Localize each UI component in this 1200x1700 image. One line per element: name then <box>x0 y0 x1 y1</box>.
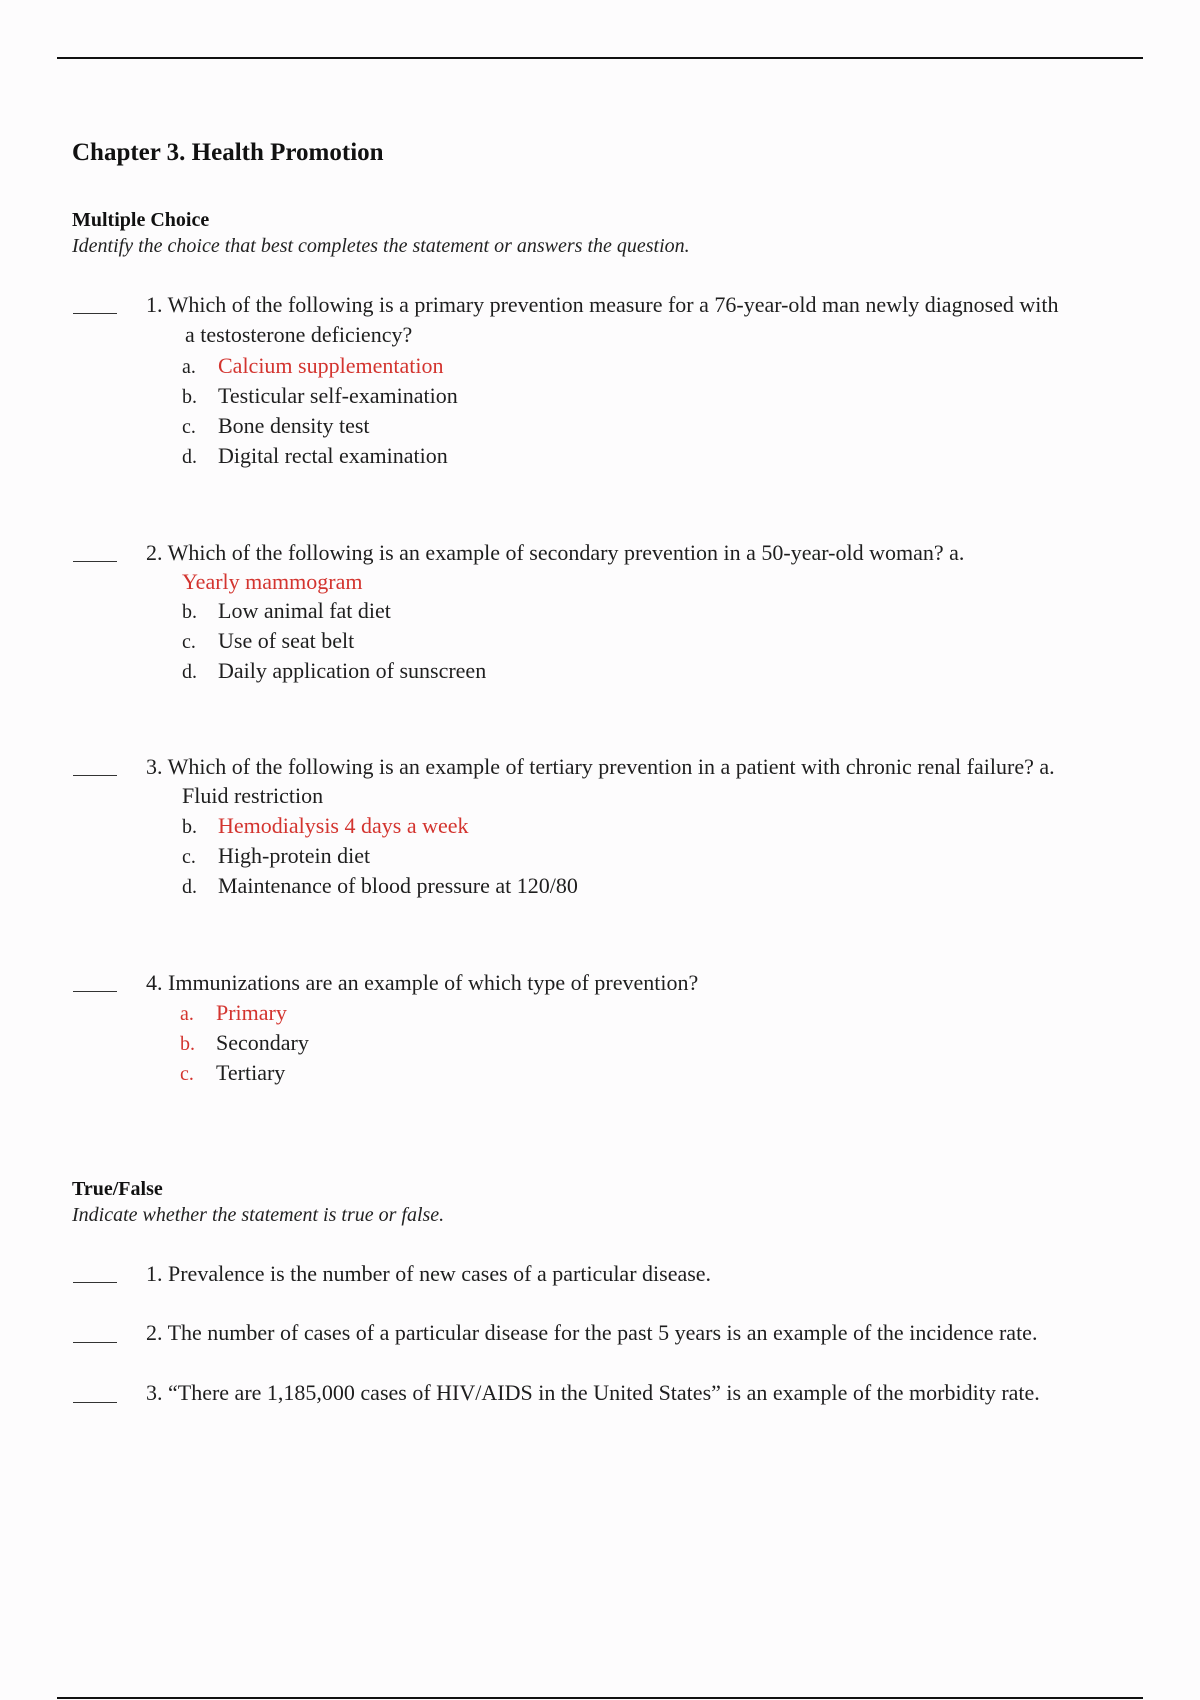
true-false-statement-1: 1. Prevalence is the number of new cases of a particular disease. <box>146 1261 712 1286</box>
true-false-instructions: Indicate whether the statement is true or false. <box>72 1204 445 1226</box>
answer-blank[interactable] <box>73 313 117 314</box>
option-q2-b: b. Low animal fat diet <box>182 598 391 623</box>
option-q4-c: c. Tertiary <box>180 1060 286 1085</box>
option-q3-c: c. High-protein diet <box>182 843 371 868</box>
correct-answer: Primary <box>216 1000 287 1025</box>
answer-blank[interactable] <box>73 1402 117 1403</box>
option-q3-a: Fluid restriction <box>182 783 324 808</box>
true-false-statement-3: 3. “There are 1,185,000 cases of HIV/AIDS in the United States” is an example of the morbidity rate. <box>146 1380 1040 1405</box>
option-q3-d: d. Maintenance of blood pressure at 120/80 <box>182 873 578 898</box>
option-q4-b: b. Secondary <box>180 1030 309 1055</box>
answer-blank[interactable] <box>73 1342 117 1343</box>
question-3-text: 3. Which of the following is an example of tertiary prevention in a patient with chronic renal failure? a. <box>146 754 1055 779</box>
option-q4-a: a. Primary <box>180 1000 287 1025</box>
correct-answer: Hemodialysis 4 days a week <box>218 813 469 838</box>
option-q1-a: a. Calcium supplementation <box>182 353 444 378</box>
multiple-choice-instructions: Identify the choice that best completes the statement or answers the question. <box>72 235 690 257</box>
question-1-text: 1. Which of the following is a primary prevention measure for a 76-year-old man newly diagnosed with <box>146 292 1059 317</box>
question-4-text: 4. Immunizations are an example of which type of prevention? <box>146 970 699 995</box>
answer-blank[interactable] <box>73 775 117 776</box>
option-q1-b: b. Testicular self-examination <box>182 383 458 408</box>
correct-answer: Yearly mammogram <box>182 569 363 594</box>
section-title-multiple-choice: Multiple Choice <box>72 209 210 231</box>
question-1-text-continued: a testosterone deficiency? <box>185 322 413 347</box>
option-q2-d: d. Daily application of sunscreen <box>182 658 487 683</box>
answer-blank[interactable] <box>73 561 117 562</box>
option-q3-b: b. Hemodialysis 4 days a week <box>182 813 469 838</box>
chapter-title: Chapter 3. Health Promotion <box>72 139 384 166</box>
answer-blank[interactable] <box>73 1282 117 1283</box>
option-q1-c: c. Bone density test <box>182 413 370 438</box>
section-title-true-false: True/False <box>72 1178 163 1200</box>
option-q2-c: c. Use of seat belt <box>182 628 355 653</box>
top-rule <box>57 57 1143 59</box>
correct-answer: Calcium supplementation <box>218 353 444 378</box>
bottom-rule <box>57 1697 1143 1699</box>
answer-blank[interactable] <box>73 991 117 992</box>
question-2-text: 2. Which of the following is an example of secondary prevention in a 50-year-old woman? a. <box>146 540 965 565</box>
option-q1-d: d. Digital rectal examination <box>182 443 448 468</box>
true-false-statement-2: 2. The number of cases of a particular disease for the past 5 years is an example of the incidence rate. <box>146 1320 1038 1345</box>
